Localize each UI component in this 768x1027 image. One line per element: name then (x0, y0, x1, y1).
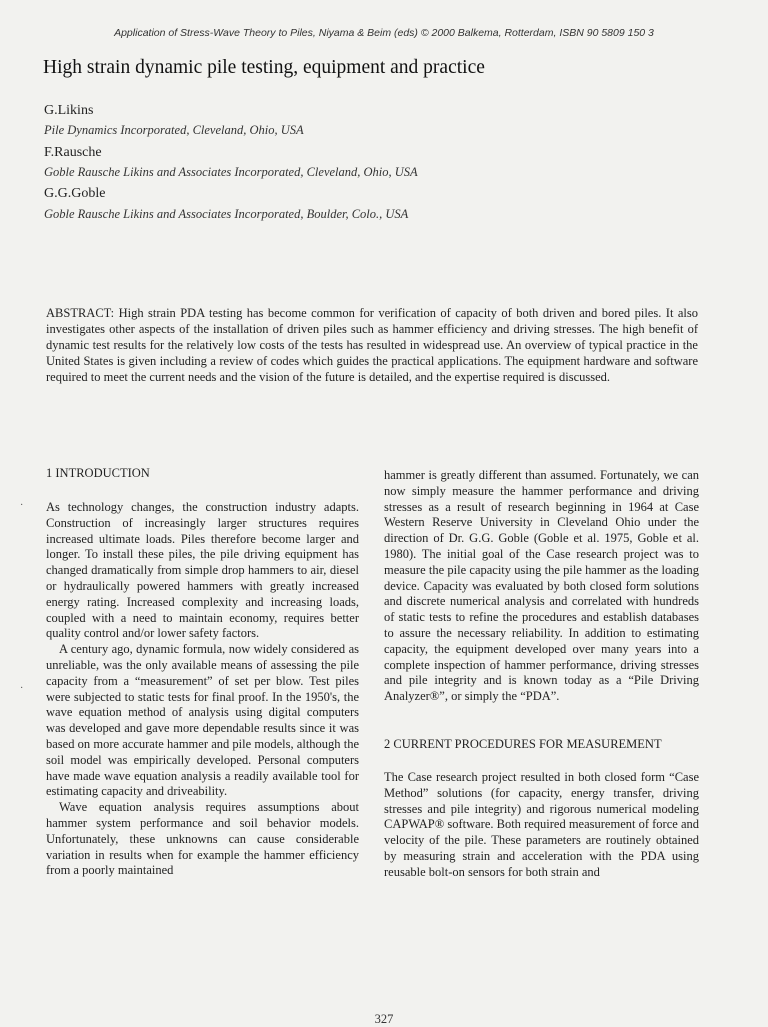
intro-paragraph-2: A century ago, dynamic formula, now widely considered as unreliable, was the only available means of assessing the pile capacity from a “measurement” of set per blow. Test piles were subjected to static tests for final proof. In the 1950's, the wave equation method of analysis using digital computers was developed and gave more dependable results since it was based on more accurate hammer and pile models, although the soil model was empirically developed. Personal computers have made wave equation analysis a readily available tool for estimating capacity and driveability. (46, 642, 359, 799)
intro-paragraph-3: Wave equation analysis requires assumptions about hammer system performance and soil behavior models. Unfortunately, these unknowns can cause considerable variation in results when for example the hammer efficiency from a poorly maintained (46, 800, 359, 878)
author-name-1: G.Likins (44, 103, 94, 118)
paper-title: High strain dynamic pile testing, equipment and practice (43, 57, 485, 78)
intro-paragraph-1: As technology changes, the construction industry adapts. Construction of increasingly larger structures requires increased ultimate loads. Piles therefore become larger and longer. To install these piles, the pile driving equipment has changed dramatically from simple drop hammers to air, diesel or hydraulically powered hammers with greatly increased energy rating. Increased complexity and increasing loads, coupled with a need to maintain economy, requires better quality control and/or lower safety factors. (46, 500, 359, 641)
author-affiliation-2: Goble Rausche Likins and Associates Incorporated, Cleveland, Ohio, USA (44, 165, 418, 179)
left-column (46, 465, 359, 879)
margin-dot: · (20, 500, 24, 511)
citation-header: Application of Stress-Wave Theory to Piles, Niyama & Beim (eds) © 2000 Balkema, Rotterdam, ISBN 90 5809 150 3 (114, 27, 654, 39)
abstract: ABSTRACT: High strain PDA testing has become common for verification of capacity of both driven and bored piles. It also investigates other aspects of the installation of driven piles such as hammer efficiency and driving stresses. The high benefit of dynamic test results for the relatively low costs of the tests has resulted in widespread use. An overview of typical practice in the United States is given including a review of codes which guides the practical applications. The equipment hardware and software required to meet the current needs and the vision of the future is detailed, and the expertise required is discussed. (46, 306, 698, 384)
page-number: 327 (374, 1012, 394, 1026)
author-affiliation-1: Pile Dynamics Incorporated, Cleveland, Ohio, USA (44, 123, 304, 137)
author-affiliation-3: Goble Rausche Likins and Associates Incorporated, Boulder, Colo., USA (44, 207, 409, 221)
margin-dot: · (20, 683, 24, 694)
procedures-paragraph: The Case research project resulted in both closed form “Case Method” solutions (for capacity, energy transfer, driving stresses and pile integrity) and rigorous numerical modeling CAPWAP® software. Both required measurement of force and velocity of the pile. These parameters are routinely obtained by measuring strain and acceleration with the PDA using reusable bolt-on sensors for both strain and (384, 769, 699, 879)
author-name-3: G.G.Goble (44, 186, 106, 201)
author-name-2: F.Rausche (44, 145, 102, 160)
section-heading-introduction: 1 INTRODUCTION (46, 466, 150, 480)
section-heading-current-procedures: 2 CURRENT PROCEDURES FOR MEASUREMENT (384, 736, 662, 751)
intro-continuation: hammer is greatly different than assumed. Fortunately, we can now simply measure the hammer performance and driving stresses as a result of research beginning in 1964 at Case Western Reserve University in Cleveland Ohio under the direction of Dr. G.G. Goble (Goble et al. 1975, Goble et al. 1980). The initial goal of the Case research project was to measure the pile capacity using the pile hammer as the loading device. Capacity was evaluated by both closed form solutions and discrete numerical analysis and correlated with hundreds of static tests to refine the procedures and establish databases to assure the necessary reliability. In addition to estimating capacity, the equipment developed over many years into a complete inspection of hammer performance, driving stresses and pile integrity and is known today as a “Pile Driving Analyzer®”, or simply the “PDA”. (384, 468, 699, 704)
right-column (384, 468, 699, 881)
